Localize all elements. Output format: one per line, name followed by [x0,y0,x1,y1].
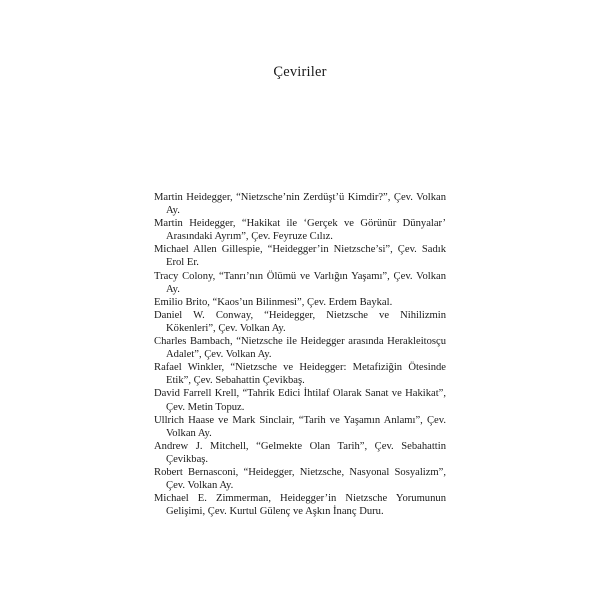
list-item: Charles Bambach, “Nietzsche ile Heidegger arasında Herakleitosçu Adalet”, Çev. Volkan Ay. [154,336,446,361]
list-item: Michael E. Zimmerman, Heidegger’in Nietzsche Yorumunun Gelişimi, Çev. Kurtul Gülenç ve Aşkın İnanç Duru. [154,493,446,518]
page-title: Çeviriler [273,64,327,80]
list-item: Emilio Brito, “Kaos’un Bilinmesi”, Çev. Erdem Baykal. [154,296,393,308]
list-item: Rafael Winkler, “Nietzsche ve Heidegger: Metafiziğin Ötesinde Etik”, Çev. Sebahattin Çevikbaş. [154,362,446,387]
list-item: Andrew J. Mitchell, “Gelmekte Olan Tarih”, Çev. Sebahattin Çevikbaş. [154,440,446,465]
list-item: Daniel W. Conway, “Heidegger, Nietzsche ve Nihilizmin Kökenleri”, Çev. Volkan Ay. [154,309,446,334]
list-item: David Farrell Krell, “Tahrik Edici İhtilaf Olarak Sanat ve Hakikat”, Çev. Metin Topuz. [154,388,446,413]
list-item: Robert Bernasconi, “Heidegger, Nietzsche, Nasyonal Sosyalizm”, Çev. Volkan Ay. [154,466,446,492]
list-item: Martin Heidegger, “Nietzsche’nin Zerdüşt’ü Kimdir?”, Çev. Volkan Ay. [154,192,446,217]
translations-list [154,191,446,518]
list-item: Martin Heidegger, “Hakikat ile ‘Gerçek ve Görünür Dünyalar’ Arasındaki Ayrım”, Çev. Feyruze Cılız. [154,218,446,243]
list-item: Tracy Colony, “Tanrı’nın Ölümü ve Varlığın Yaşamı”, Çev. Volkan Ay. [154,270,446,295]
list-item: Michael Allen Gillespie, “Heidegger’in Nietzsche’si”, Çev. Sadık Erol Er. [154,244,446,269]
list-item: Ullrich Haase ve Mark Sinclair, “Tarih ve Yaşamın Anlamı”, Çev. Volkan Ay. [154,414,446,439]
